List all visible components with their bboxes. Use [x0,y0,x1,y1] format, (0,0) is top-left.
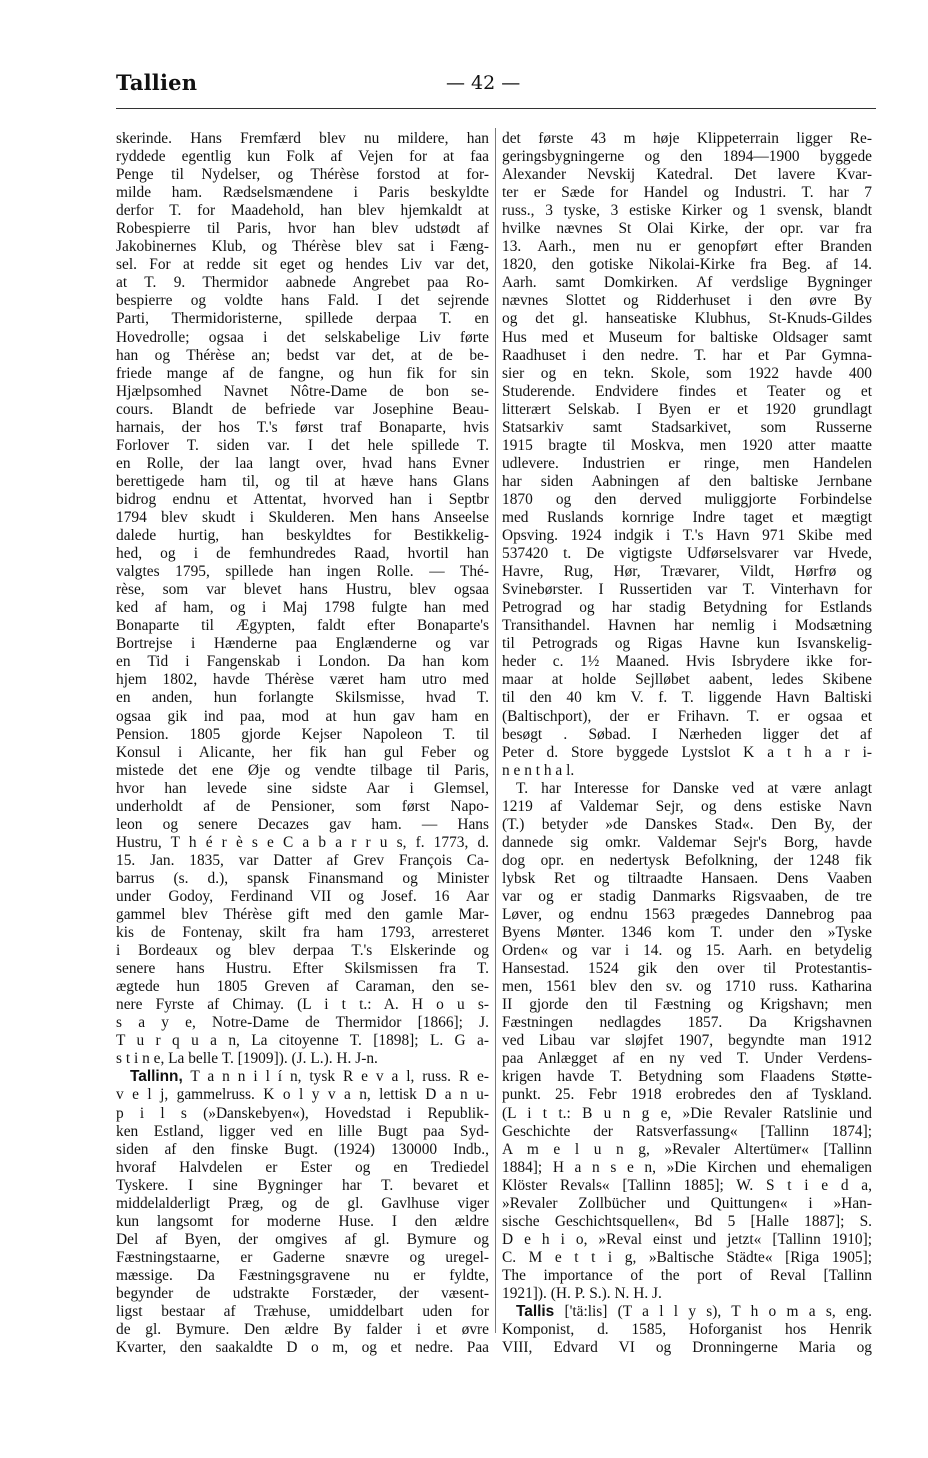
text-line: Alexander Nevskij Katedral. Det lavere Kvar- [502,166,872,184]
text-line: ligst bestaar af Træhuse, umiddelbart uden for [116,1303,489,1321]
text-line: hvoraf Halvdelen er Ester og en Trediedel [116,1158,489,1176]
text-line: 15. Jan. 1835, var Datter af Grev François Ca- [116,851,489,869]
text-line: cours. Blandt de befriede var Josephine Beau- [116,400,489,418]
text-line: en Rolle, der laa langt over, hvad hans Evner [116,454,489,472]
text-line: p i l s (»Danskebyen«), Hovedstad i Republik- [116,1104,489,1122]
text-line: nere Fyrste af Chimay. (L i t t.: A. H o u s- [116,996,489,1014]
text-line: til den 40 km V. f. T. liggende Havn Baltiski [502,689,872,707]
text-line: C. M e t t i g, »Baltische Städte« [Riga 1905]; [502,1248,872,1266]
text-line: sier og en tekn. Skole, som 1922 havde 400 [502,364,872,382]
text-line: de gl. Bymure. Den ældre By falder i et øvre [116,1321,489,1339]
text-line: punkt. 25. Febr 1918 erobredes den af Tyskland. [502,1086,872,1104]
text-line: men, 1561 blev den sv. og 1710 russ. Katharina [502,978,872,996]
right-column [502,130,872,1357]
text-line: Aarh. samt Domkirken. Af verdslige Bygninger [502,274,872,292]
text-line: Peter d. Store byggede Lystslot K a t h a r i- [502,743,872,761]
text-line: Statsarkiv samt Stadsarkivet, som Russerne [502,418,872,436]
text-line: kun langsomt for moderne Huse. I den ældre [116,1212,489,1230]
entry-text: T a n n i l í n, tysk R e v a l, russ. R e- [182,1068,489,1086]
text-line: hvor han levede sine sidste Aar i Glemsel, [116,779,489,797]
text-line: maar at holde Sejlløbet aabent, ledes Skibene [502,671,872,689]
text-line: Byens Mønter. 1346 kom T. under den »Tyske [502,924,872,942]
text-line: 1884]; H a n s e n, »Die Kirchen und ehemaligen [502,1158,872,1176]
text-line: Del af Byen, der omgives af gl. Bymure og [116,1230,489,1248]
text-line: nævnes Slottet og Ridderhuset i den øvre By [502,292,872,310]
text-line: Hansestad. 1524 gik den over til Protestantis- [502,960,872,978]
text-line: (T.) betyder »de Danskes Stad«. Den By, der [502,815,872,833]
text-line: sel. For at redde sit eget og hendes Liv var det, [116,256,489,274]
text-line: skerinde. Hans Fremfærd blev nu mildere, han [116,130,489,147]
text-line: lybsk Ret og tiltraadte Hansaen. Dens Vaaben [502,869,872,887]
text-line: Geschichte der Ratsverfassung« [Tallinn 1874]; [502,1122,872,1140]
text-line: Tyskere. I sine Bygninger har T. bevaret et [116,1176,489,1194]
text-line: Opsving. 1924 indgik i T.'s Havn 971 Skibe med [502,527,872,545]
running-head: Tallien [116,70,198,95]
text-line: det første 43 m høje Klippeterrain ligger Re- [502,130,872,147]
text-line: med Ruslands kornrige Indre taget et mægtigt [502,508,872,526]
text-line: 13. Aarh., men nu er genopført efter Branden [502,238,872,256]
text-line: Komponist, d. 1585, Hoforganist hos Henrik [502,1321,872,1339]
text-line: til Petrograds og Rigas Havne kun Isvanskelig- [502,635,872,653]
text-line: sische Geschichtsquellen«, Bd 5 [Halle 1887]; S. [502,1212,872,1230]
text-line: Havre, Rug, Hør, Trævarer, Vildt, Hørfrø og [502,563,872,581]
text-line: Bortrejse i Hænderne paa Englænderne og var [116,635,489,653]
text-line: n e n t h a l. [502,761,575,779]
text-line: Hjælpsomhed Navnet Nôtre-Dame de bon se- [116,382,489,400]
text-line: bespierre og voldte hans Fald. I det sejrende [116,292,489,310]
column-divider [495,128,496,1333]
text-line: hed, og i de femhundredes Raad, hvortil han [116,545,489,563]
text-line: Robespierre til Paris, hvor han blev udstødt af [116,220,489,238]
text-line: har siden Aabningen af den baltiske Jernbane [502,472,872,490]
text-line: VIII, Edvard VI og Dronningerne Maria og [502,1339,872,1357]
text-line: i Bordeaux og blev derpaa T.'s Elskerinde og [116,942,489,960]
text-line: 537420 t. De vigtigste Udførselsvarer var Hvede, [502,545,872,563]
text-line: Hus med et Museum for baltiske Oldsager samt [502,328,872,346]
text-line: friede mange af de fangne, og hun fik for sin [116,364,489,382]
page-header [116,66,876,106]
entry-headword: Tallis [516,1303,555,1321]
text-line: Penge til Nydelser, og Thérèse forstod at for- [116,166,489,184]
text-line: litterært Selskab. I Byen er et 1920 grundlagt [502,400,872,418]
text-line: mæssige. Da Fæstningsgravene nu er fyldte, [116,1266,489,1284]
entry-text: ['tä:lis] (T a l l y s), T h o m a s, eng. [554,1303,872,1321]
text-line: Hustru, T h é r è s e C a b a r r u s, f. 1773, d. [116,833,489,851]
text-line: middelalderligt Præg, og de gl. Gavlhuse viger [116,1194,489,1212]
header-rule [116,108,876,109]
text-line: en Tid i Fangenskab i London. Da han kom [116,653,489,671]
left-column [116,130,489,1357]
text-line: siden af den finske Bugt. (1924) 130000 Indb., [116,1140,489,1158]
entry-first-line [116,1068,489,1086]
text-line: s a y e, Notre-Dame de Thermidor [1866]; J. [116,1014,489,1032]
text-line: underholdt af de Pensioner, som først Napo- [116,797,489,815]
text-line: Fæstningstaarne, er Gaderne snævre og uregel- [116,1248,489,1266]
text-line: D e h i o, »Reval einst und jetzt« [Tallinn 1910]; [502,1230,872,1248]
text-line: dalede hurtig, han beskyldtes for Bestikkelig- [116,527,489,545]
text-line: Bonaparte til Ægypten, faldt efter Bonaparte's [116,617,489,635]
text-line: og det gl. hanseatiske Klubhus, St-Knuds-Gildes [502,310,872,328]
text-line: geringsbygningerne og den 1894—1900 byggede [502,148,872,166]
entry-headword: Tallinn, [130,1068,183,1086]
page-number: — 42 — [446,72,521,94]
text-line: 1820, den gotiske Nikolai-Kirke fra Beg. af 14. [502,256,872,274]
text-line: gammel blev Thérèse gift med den gamle Mar- [116,906,489,924]
text-line: 1915 bragte til Moskva, men 1920 atter maatte [502,436,872,454]
text-line: hjem 1802, havde Thérèse været ham utro med [116,671,489,689]
text-line: Jakobinernes Klub, og Thérèse blev sat i Fæng- [116,238,489,256]
text-line: leon og senere Decazes gav ham. — Hans [116,815,489,833]
text-line: heder c. 1½ Maaned. Hvis Isbrydere ikke for- [502,653,872,671]
text-line: Parti, Thermidoristerne, spillede derpaa T. en [116,310,489,328]
text-line: kis de Fontenay, skilt fra ham 1793, arresteret [116,924,489,942]
text-line: v e l j, gammelruss. K o l y v a n, lettisk D a n u- [116,1086,489,1104]
text-line: ter er Sæde for Handel og Industri. T. har 7 [502,184,872,202]
text-line: at T. 9. Thermidor aabnede Angrebet paa Ro- [116,274,489,292]
text-line: milde ham. Rædselsmændene i Paris beskyldte [116,184,489,202]
text-line: Transithandel. Havnen har nemlig i Modsætning [502,617,872,635]
text-line: mistede det ene Øje og vendte tilbage til Paris, [116,761,489,779]
entry-first-line [502,1303,872,1321]
text-line: ogsaa gik ind paa, mod at hun gav ham en [116,707,489,725]
text-line: Pension. 1805 gjorde Kejser Napoleon T. til [116,725,489,743]
text-line: 1870 og den derved muliggjorte Forbindelse [502,490,872,508]
text-line: besøgt . Søbad. I Nærheden ligger det af [502,725,872,743]
text-line: Klöster Revals« [Tallinn 1885]; W. S t i e d a, [502,1176,872,1194]
text-line: (Baltischport), der er Frihavn. T. er ogsaa et [502,707,872,725]
text-line: Orden« og var i 14. og 15. Aarh. en betydelig [502,942,872,960]
text-line: 1794 blev skudt i Skulderen. Men hans Anseelse [116,508,489,526]
text-line: Forlover T. siden var. I det hele spillede T. [116,436,489,454]
text-line: ryddede egentlig kun Folk af Vejen for at faa [116,148,489,166]
text-line: Svinebørster. I Russertiden var T. Vinterhavn for [502,581,872,599]
text-line: 1921]). (H. P. S.). N. H. J. [502,1285,662,1302]
text-line: bidrog endnu et Attentat, hvorved han i Septbr [116,490,489,508]
text-line: ken Estland, ligger ved en lille Bugt paa Syd- [116,1122,489,1140]
text-line: (L i t t.: B u n g e, »Die Revaler Ratslinie und [502,1104,872,1122]
text-line: Løver, og endnu 1563 prægedes Dannebrog paa [502,906,872,924]
text-line: under Godoy, Ferdinand VII og Josef. 16 Aar [116,887,489,905]
text-line: harnais, der hos T.'s først traf Bonaparte, hvis [116,418,489,436]
text-line: rèse, som var blevet hans Hustru, blev ogsaa [116,581,489,599]
text-line: dannede sig omkr. Valdemar Sejr's Borg, havde [502,833,872,851]
text-line: Studerende. Endvidere findes et Teater og et [502,382,872,400]
text-line: russ., 3 tyske, 3 estiske Kirker og 1 svensk, blandt [502,202,872,220]
text-line: en anden, hun forlangte Skilsmisse, hvad T. [116,689,489,707]
text-line: Fæstningen nedlagdes 1857. Da Krigshavnen [502,1014,872,1032]
text-line: berettigede ham til, og til at hæve hans Glans [116,472,489,490]
text-line: Petrograd og har stadig Betydning for Estlands [502,599,872,617]
text-line: A m e l u n g, »Revaler Altertümer« [Tallinn [502,1140,872,1158]
text-line: T. har Interesse for Danske ved at være anlagt [516,779,872,797]
text-line: var og er stadig Danmarks Rigsvaaben, de tre [502,887,872,905]
text-line: T u r q u a n, La citoyenne T. [1898]; L. G a- [116,1032,489,1050]
text-line: hvilke nævnes St Olai Kirke, der opr. var fra [502,220,872,238]
text-line: »Revaler Zollbücher und Quittungen« i »Han- [502,1194,872,1212]
text-line: derfor T. for Maadehold, han blev hjemkaldt at [116,202,489,220]
text-line: ked af ham, og i Maj 1798 fulgte han med [116,599,489,617]
text-line: begynder de udstrakte Forstæder, der væsent- [116,1285,489,1302]
text-line: han og Thérèse an; bedst var det, at de be- [116,346,489,364]
text-line: valgtes 1795, spillede han ingen Rolle. — Thé- [116,563,489,581]
text-line: senere hans Hustru. Efter Skilsmissen fra T. [116,960,489,978]
text-line: krigen havde T. Betydning som Flaadens Støtte- [502,1068,872,1086]
text-line: paa Anlægget af en ny ved T. Under Verdens- [502,1050,872,1068]
text-line: ved Libau var sløjfet 1907, begyndte man 1912 [502,1032,872,1050]
text-line: Kvarter, den saakaldte D o m, og et nedre. Paa [116,1339,489,1357]
text-line: The importance of the port of Reval [Tallinn [502,1266,872,1284]
text-line: 1219 af Valdemar Sejr, og dens estiske Navn [502,797,872,815]
text-line: Hovedrolle; ogsaa i det selskabelige Liv førte [116,328,489,346]
text-line: udlevere. Industrien er ringe, men Handelen [502,454,872,472]
text-line: barrus (s. d.), spansk Finansmand og Minister [116,869,489,887]
text-line: II gjorde den til Fæstning og Krigshavn; men [502,996,872,1014]
text-line: s t i n e, La belle T. [1909]). (J. L.). H. J-n. [116,1050,378,1068]
text-line: dog opr. en nedertysk Befolkning, der 1248 fik [502,851,872,869]
text-line: ægtede hun 1805 Greven af Caraman, den se- [116,978,489,996]
text-line: Raadhuset i den nedre. T. har et Par Gymna- [502,346,872,364]
text-line: Konsul i Alicante, her fik han gul Feber og [116,743,489,761]
